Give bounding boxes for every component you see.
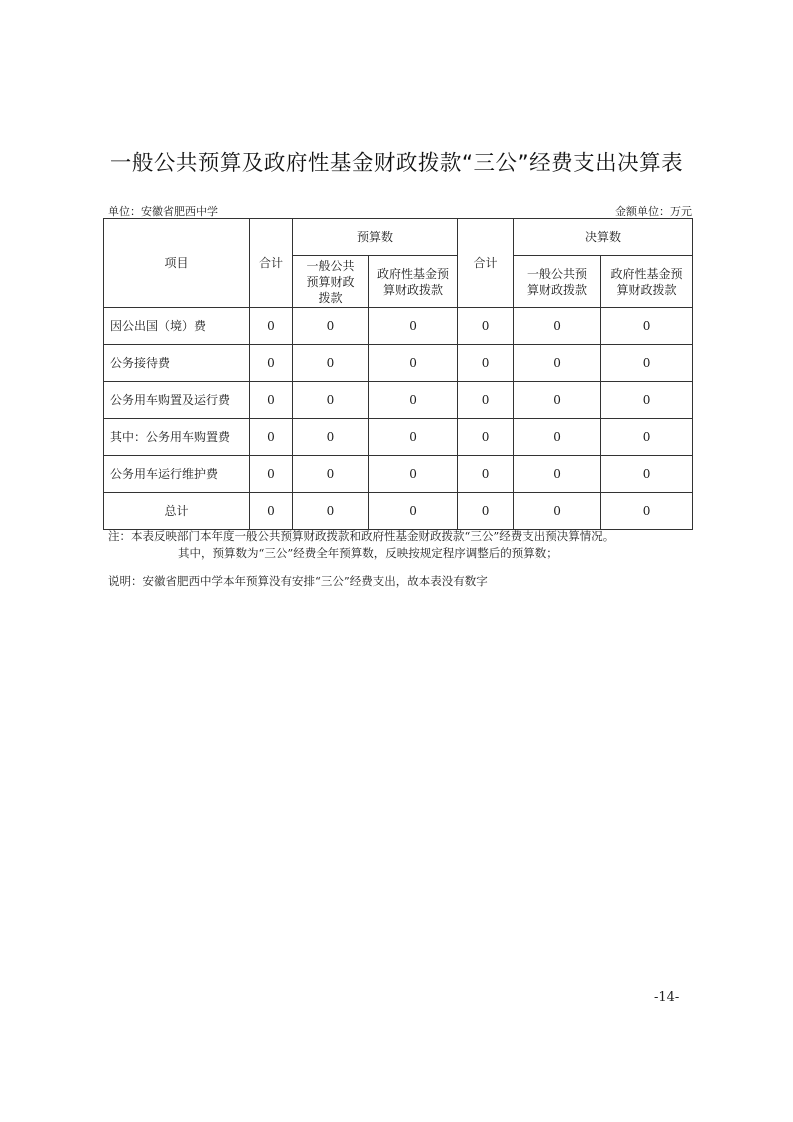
cell-final-total: 0 [458,493,514,530]
page-number: -14- [654,990,680,1005]
cell-budget-total: 0 [250,419,293,456]
cell-budget-general: 0 [293,308,369,345]
total-row [104,493,693,530]
note-line-1: 注：本表反映部门本年度一般公共预算财政拨款和政府性基金财政拨款“三公”经费支出预决算情况。 [108,529,615,543]
cell-final-fund: 0 [601,419,693,456]
cell-final-fund: 0 [601,345,693,382]
row-item: 公务用车运行维护费 [104,456,250,493]
cell-budget-general: 0 [293,382,369,419]
cell-budget-total: 0 [250,493,293,530]
cell-budget-fund: 0 [369,382,458,419]
row-item: 公务用车购置及运行费 [104,382,250,419]
cell-final-fund: 0 [601,308,693,345]
table-row [104,456,693,493]
cell-final-general: 0 [514,382,601,419]
table-row [104,345,693,382]
header-budget-fund: 政府性基金预算财政拨款 [369,256,458,308]
cell-final-fund: 0 [601,456,693,493]
row-item: 总计 [104,493,250,530]
table-row [104,419,693,456]
row-item: 公务接待费 [104,345,250,382]
cell-budget-general: 0 [293,419,369,456]
cell-budget-total: 0 [250,456,293,493]
cell-budget-fund: 0 [369,493,458,530]
cell-final-total: 0 [458,456,514,493]
header-budget-general: 一般公共预算财政拨款 [293,256,369,308]
header-item: 项目 [104,219,250,308]
table-row [104,382,693,419]
expense-table [103,218,693,530]
header-final-fund: 政府性基金预算财政拨款 [601,256,693,308]
unit-label: 单位：安徽省肥西中学 [108,205,218,218]
cell-budget-general: 0 [293,493,369,530]
cell-final-total: 0 [458,308,514,345]
cell-final-fund: 0 [601,493,693,530]
cell-final-general: 0 [514,345,601,382]
page-title: 一般公共预算及政府性基金财政拨款“三公”经费支出决算表 [109,151,684,176]
cell-budget-fund: 0 [369,345,458,382]
cell-budget-fund: 0 [369,308,458,345]
cell-final-fund: 0 [601,382,693,419]
cell-final-general: 0 [514,493,601,530]
cell-budget-total: 0 [250,308,293,345]
cell-final-general: 0 [514,419,601,456]
cell-budget-total: 0 [250,382,293,419]
header-budget-total: 合计 [250,219,293,308]
cell-final-total: 0 [458,345,514,382]
cell-budget-fund: 0 [369,419,458,456]
cell-final-total: 0 [458,419,514,456]
header-budget-group: 预算数 [293,219,458,256]
note-line-2: 其中，预算数为“三公”经费全年预算数，反映按规定程序调整后的预算数； [178,546,558,560]
amount-unit-label: 金额单位：万元 [615,205,692,218]
cell-budget-general: 0 [293,345,369,382]
table-row [104,308,693,345]
cell-final-total: 0 [458,382,514,419]
row-item: 因公出国（境）费 [104,308,250,345]
cell-budget-total: 0 [250,345,293,382]
header-row-1 [104,219,693,256]
row-item: 其中：公务用车购置费 [104,419,250,456]
cell-final-general: 0 [514,308,601,345]
header-final-group: 决算数 [514,219,693,256]
cell-final-general: 0 [514,456,601,493]
cell-budget-fund: 0 [369,456,458,493]
header-final-total: 合计 [458,219,514,308]
explanation: 说明：安徽省肥西中学本年预算没有安排“三公”经费支出，故本表没有数字 [108,574,488,588]
header-final-general: 一般公共预算财政拨款 [514,256,601,308]
cell-budget-general: 0 [293,456,369,493]
